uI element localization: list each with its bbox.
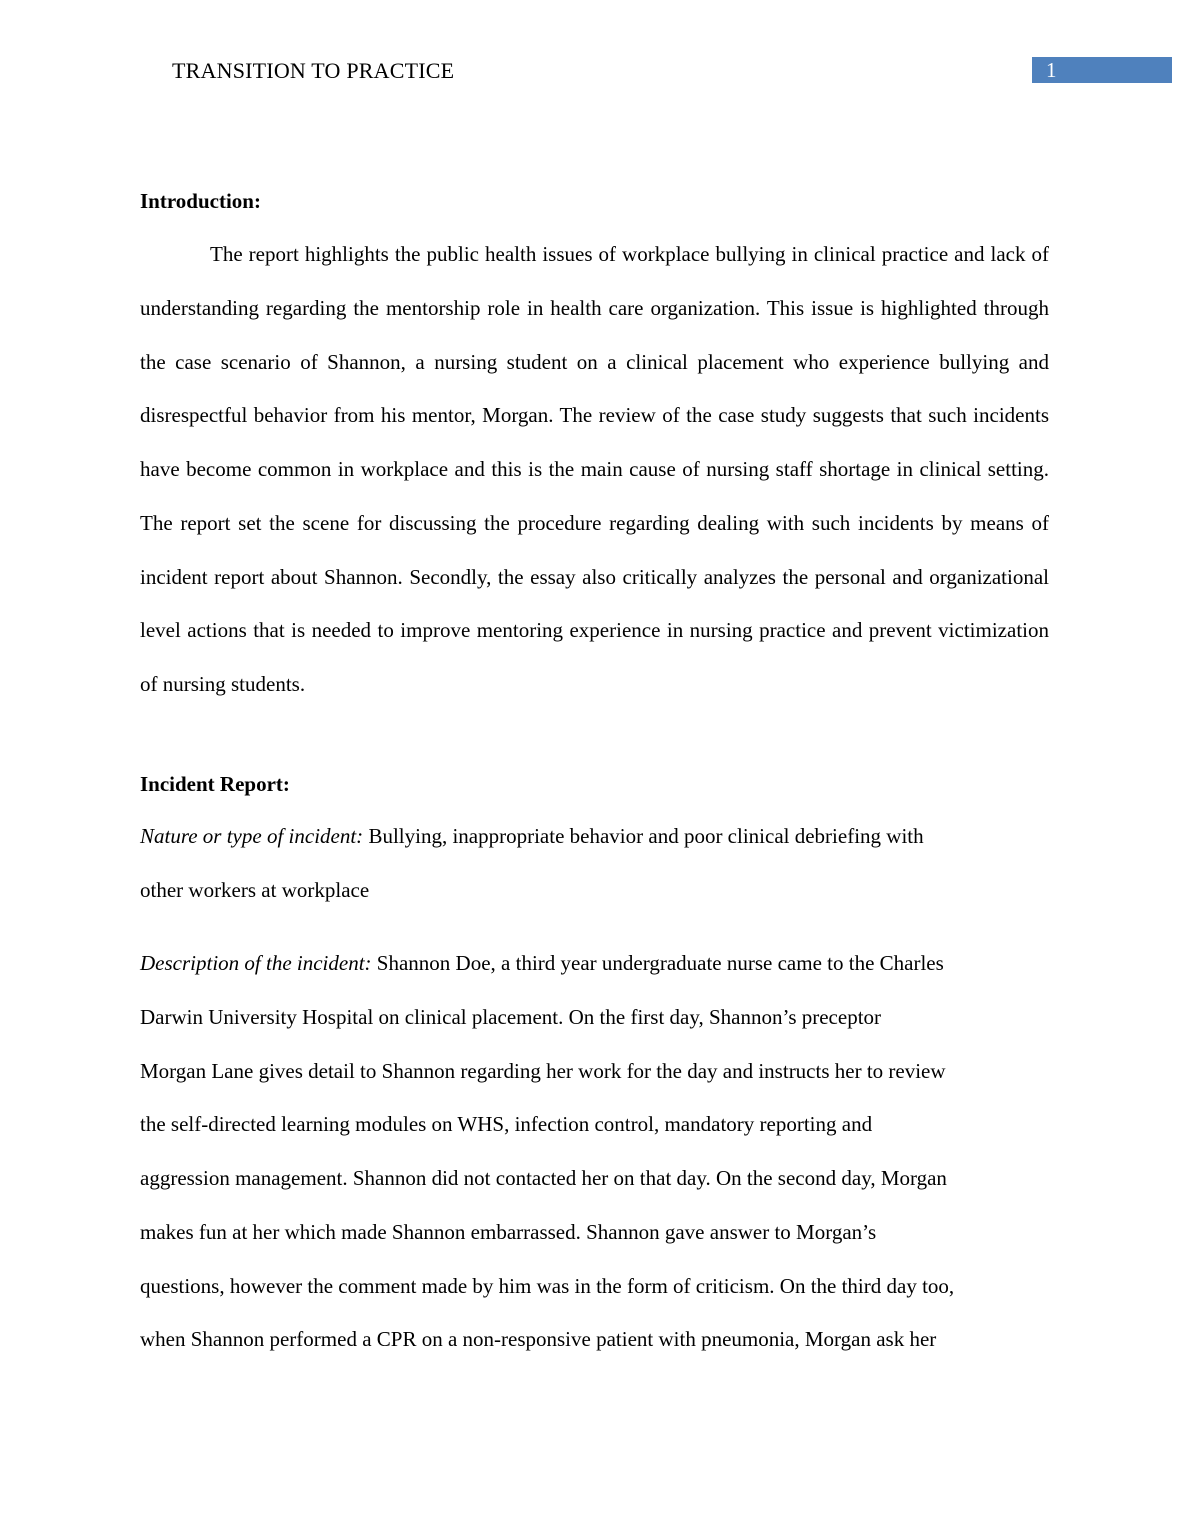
nature-label: Nature or type of incident:: [140, 824, 364, 848]
page-number-box: [1032, 57, 1172, 83]
page-number: 1: [1046, 58, 1057, 82]
description-text-1: Shannon Doe, a third year undergraduate nurse came to the Charles: [371, 951, 944, 975]
description-line-2: Darwin University Hospital on clinical placement. On the first day, Shannon’s preceptor: [140, 1004, 882, 1029]
nature-text-1: Bullying, inappropriate behavior and poor clinical debriefing with: [363, 824, 924, 848]
description-line-8: when Shannon performed a CPR on a non-responsive patient with pneumonia, Morgan ask her: [140, 1327, 937, 1352]
description-line-6: makes fun at her which made Shannon embarrassed. Shannon gave answer to Morgan’s: [140, 1219, 877, 1244]
description-label: Description of the incident:: [140, 951, 372, 975]
description-line-3: Morgan Lane gives detail to Shannon regarding her work for the day and instructs her to review: [140, 1058, 946, 1083]
description-of-incident: [140, 937, 1049, 1367]
description-line-7: questions, however the comment made by him was in the form of criticism. On the third day too,: [140, 1273, 955, 1298]
incident-report-heading: Incident Report:: [140, 772, 290, 796]
description-line-4: the self-directed learning modules on WHS, infection control, mandatory reporting and: [140, 1112, 873, 1137]
description-line-5: aggression management. Shannon did not contacted her on that day. On the second day, Morgan: [140, 1166, 947, 1190]
description-line-1: [140, 937, 1049, 991]
nature-of-incident: [140, 810, 1049, 918]
nature-line-2: other workers at workplace: [140, 877, 370, 902]
introduction-paragraph: The report highlights the public health issues of workplace bullying in clinical practice and lack of understanding regarding the mentorship role in health care organization. This issue is highlighted through the case scenario of Shannon, a nursing student on a clinical placement who experience bullying and disrespectful behavior from his mentor, Morgan. The review of the case study suggests that such incidents have become common in workplace and this is the main cause of nursing staff shortage in clinical setting. The report set the scene for discussing the procedure regarding dealing with such incidents by means of incident report about Shannon. Secondly, the essay also critically analyzes the personal and organizational level actions that is needed to improve mentoring experience in nursing practice and prevent victimization of nursing students.: [140, 242, 1049, 696]
nature-line-1: [140, 810, 1049, 864]
running-header-title: TRANSITION TO PRACTICE: [172, 58, 455, 83]
introduction-heading: Introduction:: [140, 189, 261, 213]
